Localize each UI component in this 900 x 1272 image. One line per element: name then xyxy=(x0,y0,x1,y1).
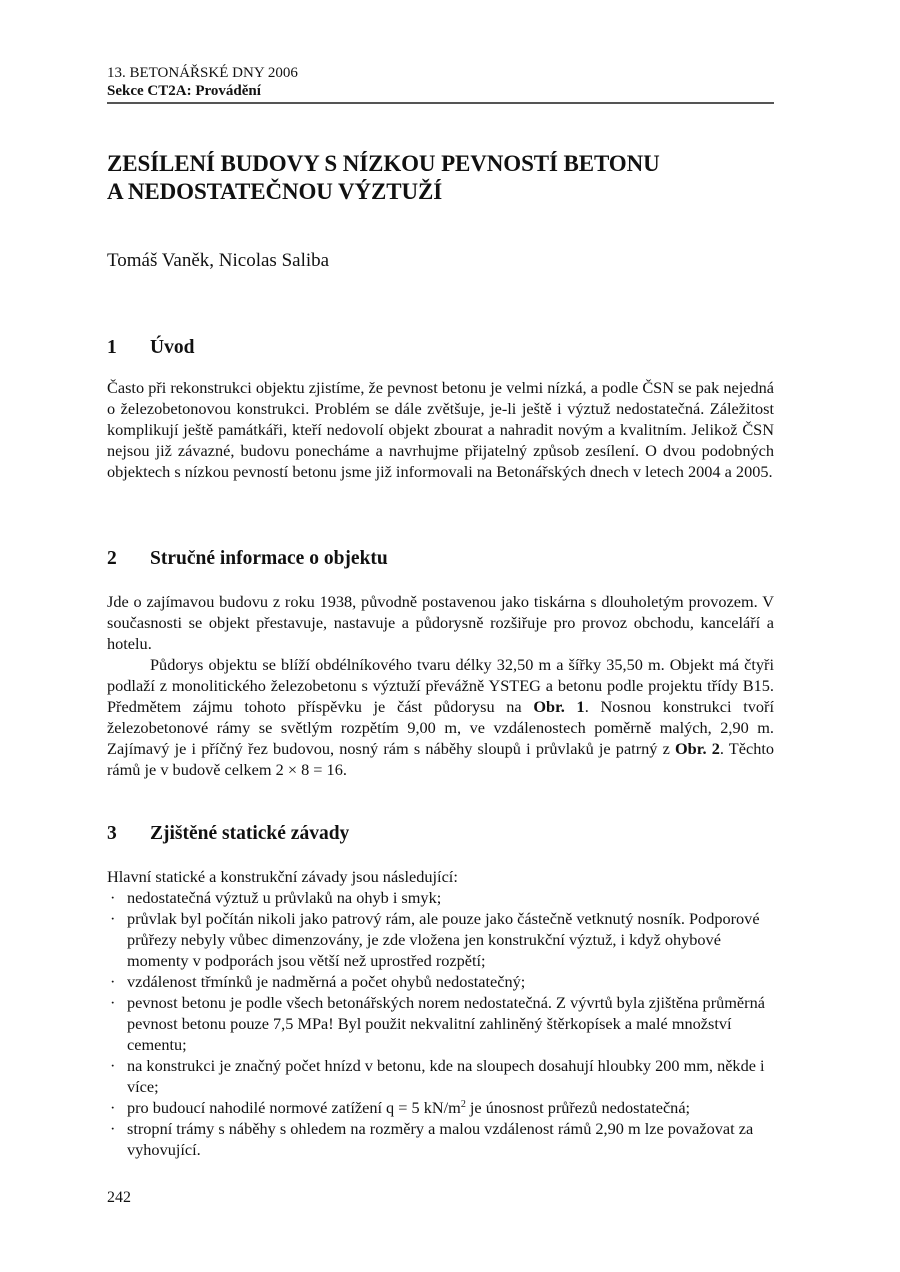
list-item: · průvlak byl počítán nikoli jako patrový rám, ale pouze jako částečně vetknutý nosník. Podporové průřezy nebyly vůbec dimenzovány, je zde vložena jen konstrukční výztuž, i když ohybové momenty v podporách jsou větší než uprostřed rozpětí; xyxy=(110,909,760,970)
figure-reference: Obr. 1 xyxy=(533,697,585,716)
paragraph: Často při rekonstrukci objektu zjistíme, že pevnost betonu je velmi nízká, a podle ČSN se pak nejedná o železobetonovou konstrukci. Problém se dále zvětšuje, je-li ještě i výztuž nedostatečná. Záležitost komplikují ještě památkáři, kteří nedovolí objekt zbourat a nahradit novým a kvalitním. Jelikož ČSN nejsou již závazné, budovu ponecháme a navrhujme přijatelný způsob zesílení. O dvou podobných objektech s nízkou pevností betonu jsme již informovali na Betonářských dnech v letech 2004 a 2005. xyxy=(107,378,774,481)
section-3-body xyxy=(107,866,774,1160)
list-item: · na konstrukci je značný počet hnízd v betonu, kde na sloupech dosahují hloubky 200 mm, někde i více; xyxy=(110,1056,765,1096)
title-line-1: ZESÍLENÍ BUDOVY S NÍZKOU PEVNOSTÍ BETONU xyxy=(107,151,660,176)
list-intro: Hlavní statické a konstrukční závady jsou následující: xyxy=(107,867,458,886)
list-item: · pevnost betonu je podle všech betonářských norem nedostatečná. Z vývrtů byla zjištěna průměrná pevnost betonu pouze 7,5 MPa! Byl použit nekvalitní zahliněný štěrkopísek a malé množství cementu; xyxy=(110,993,765,1054)
section-heading-2 xyxy=(107,548,388,570)
figure-reference: Obr. 2 xyxy=(675,739,720,758)
defects-list xyxy=(107,887,774,1160)
list-item: · stropní trámy s náběhy s ohledem na rozměry a malou vzdálenost rámů 2,90 m lze považovat za vyhovující. xyxy=(110,1119,754,1159)
list-item: · vzdálenost třmínků je nadměrná a počet ohybů nedostatečný; xyxy=(110,972,526,991)
paragraph: Jde o zajímavou budovu z roku 1938, původně postavenou jako tiskárna s dlouholetým provozem. V současnosti se objekt přestavuje, nastavuje a půdorysně rozšiřuje pro provoz obchodu, kanceláří a hotelu. xyxy=(107,592,774,653)
header-rule xyxy=(107,102,774,104)
bullet-icon: · xyxy=(110,1119,116,1138)
section-number: 3 xyxy=(107,823,117,844)
bullet-icon: · xyxy=(110,993,116,1012)
section-title: Stručné informace o objektu xyxy=(150,548,388,569)
section-number: 1 xyxy=(107,337,117,358)
page-number: 242 xyxy=(107,1189,131,1206)
list-item: · pro budoucí nahodilé normové zatížení q = 5 $kN/m^2$ je únosnost průřezů nedostatečná; xyxy=(110,1098,691,1117)
section-heading-1 xyxy=(107,337,194,359)
bullet-icon: · xyxy=(110,909,116,928)
bullet-icon: · xyxy=(110,888,116,907)
section-1-body xyxy=(107,377,774,482)
list-item: · nedostatečná výztuž u průvlaků na ohyb i smyk; xyxy=(110,888,442,907)
bullet-icon: · xyxy=(110,1056,116,1075)
conference-name: 13. BETONÁŘSKÉ DNY 2006 xyxy=(107,65,298,81)
section-heading-3 xyxy=(107,823,349,845)
authors: Tomáš Vaněk, Nicolas Saliba xyxy=(107,250,330,271)
section-title: Úvod xyxy=(150,337,195,358)
bullet-icon: · xyxy=(110,1098,116,1117)
paragraph: Půdorys objektu se blíží obdélníkového tvaru délky 32,50 m a šířky 35,50 m. Objekt má čtyři podlaží z monolitického železobetonu s výztuží převážně YSTEG a betonu podle projektu třídy B15. Předmětem zájmu tohoto příspěvku je část půdorysu na Obr. 1. Nosnou konstrukci tvoří železobetonové rámy se světlým rozpětím 9,00 m, ve vzdálenostech poměrně malých, 2,90 m. Zajímavý je i příčný řez budovou, nosný rám s náběhy sloupů i průvlaků je patrný z Obr. 2. Těchto rámů je v budově celkem 2 × 8 = 16. xyxy=(107,655,775,779)
bullet-icon: · xyxy=(110,972,116,991)
title-line-2: A NEDOSTATEČNOU VÝZTUŽÍ xyxy=(107,179,443,204)
section-number: 2 xyxy=(107,548,117,569)
section-2-body xyxy=(107,591,774,780)
section-name: Sekce CT2A: Provádění xyxy=(107,83,261,99)
paper-title xyxy=(107,150,774,206)
running-header xyxy=(107,64,774,100)
section-title: Zjištěné statické závady xyxy=(150,823,350,844)
